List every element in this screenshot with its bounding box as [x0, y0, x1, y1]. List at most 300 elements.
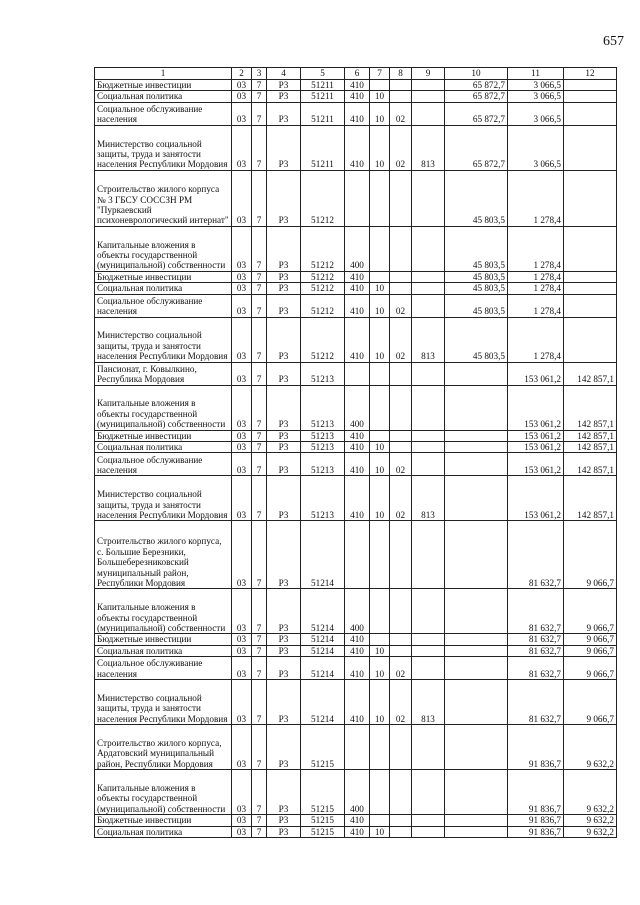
col-3: 7 — [252, 362, 267, 385]
col-8 — [390, 589, 412, 634]
col-6 — [345, 521, 370, 589]
col-12-amount: 9 632,2 — [564, 826, 617, 837]
col-7 — [370, 770, 390, 815]
col-7: 10 — [370, 645, 390, 656]
column-header: 5 — [301, 68, 345, 80]
table-row — [95, 317, 617, 362]
row-name: Капитальные вложения в объекты государственной (муниципальной) собственности — [95, 385, 232, 430]
col-3: 7 — [252, 283, 267, 294]
col-9 — [412, 294, 445, 317]
col-7: 10 — [370, 102, 390, 125]
col-5: 51211 — [301, 125, 345, 170]
col-8: 02 — [390, 476, 412, 521]
col-9 — [412, 826, 445, 837]
col-11-amount: 153 061,2 — [508, 453, 564, 476]
col-11-amount: 91 836,7 — [508, 815, 564, 826]
col-2: 03 — [232, 317, 252, 362]
col-2: 03 — [232, 271, 252, 282]
col-10-amount — [445, 362, 508, 385]
col-12-amount: 142 857,1 — [564, 476, 617, 521]
col-4: Р3 — [267, 826, 301, 837]
row-name: Строительство жилого корпуса, с. Большие Березники, Большеберезниковский муниципальный район, Республики Мордовия — [95, 521, 232, 589]
page-number: 657 — [603, 34, 624, 49]
col-7: 10 — [370, 453, 390, 476]
col-2: 03 — [232, 657, 252, 680]
col-2: 03 — [232, 294, 252, 317]
col-3: 7 — [252, 170, 267, 226]
col-9 — [412, 283, 445, 294]
col-7 — [370, 521, 390, 589]
row-name: Социальное обслуживание населения — [95, 102, 232, 125]
col-3: 7 — [252, 385, 267, 430]
table-row — [95, 102, 617, 125]
col-12-amount: 9 066,7 — [564, 634, 617, 645]
col-2: 03 — [232, 815, 252, 826]
col-3: 7 — [252, 317, 267, 362]
col-2: 03 — [232, 442, 252, 453]
col-9 — [412, 226, 445, 271]
col-7 — [370, 815, 390, 826]
col-5: 51212 — [301, 271, 345, 282]
col-9 — [412, 725, 445, 770]
col-5: 51211 — [301, 80, 345, 91]
col-2: 03 — [232, 826, 252, 837]
col-4: Р3 — [267, 91, 301, 102]
col-11-amount: 3 066,5 — [508, 80, 564, 91]
column-header: 11 — [508, 68, 564, 80]
col-2: 03 — [232, 453, 252, 476]
table-row — [95, 770, 617, 815]
col-11-amount: 1 278,4 — [508, 226, 564, 271]
col-11-amount: 81 632,7 — [508, 680, 564, 725]
col-7: 10 — [370, 317, 390, 362]
col-3: 7 — [252, 453, 267, 476]
col-6: 400 — [345, 589, 370, 634]
col-6 — [345, 170, 370, 226]
col-8: 02 — [390, 317, 412, 362]
col-8 — [390, 826, 412, 837]
col-4: Р3 — [267, 634, 301, 645]
col-2: 03 — [232, 362, 252, 385]
col-3: 7 — [252, 634, 267, 645]
col-5: 51214 — [301, 589, 345, 634]
col-4: Р3 — [267, 476, 301, 521]
col-7 — [370, 634, 390, 645]
col-2: 03 — [232, 725, 252, 770]
col-10-amount: 45 803,5 — [445, 170, 508, 226]
row-name: Социальное обслуживание населения — [95, 657, 232, 680]
table-row — [95, 657, 617, 680]
col-7: 10 — [370, 91, 390, 102]
col-12-amount — [564, 294, 617, 317]
row-name: Министерство социальной защиты, труда и занятости населения Республики Мордовия — [95, 125, 232, 170]
col-3: 7 — [252, 589, 267, 634]
col-2: 03 — [232, 102, 252, 125]
col-6: 410 — [345, 657, 370, 680]
col-2: 03 — [232, 80, 252, 91]
col-11-amount: 81 632,7 — [508, 634, 564, 645]
col-2: 03 — [232, 170, 252, 226]
col-12-amount: 142 857,1 — [564, 385, 617, 430]
col-12-amount — [564, 226, 617, 271]
row-name: Капитальные вложения в объекты государственной (муниципальной) собственности — [95, 770, 232, 815]
table-header-row — [95, 68, 617, 80]
col-11-amount: 1 278,4 — [508, 283, 564, 294]
row-name: Социальная политика — [95, 442, 232, 453]
col-7 — [370, 170, 390, 226]
col-11-amount: 1 278,4 — [508, 271, 564, 282]
row-name: Социальное обслуживание населения — [95, 294, 232, 317]
col-2: 03 — [232, 91, 252, 102]
table-row — [95, 826, 617, 837]
col-9 — [412, 170, 445, 226]
col-10-amount — [445, 815, 508, 826]
col-5: 51214 — [301, 657, 345, 680]
col-7: 10 — [370, 680, 390, 725]
row-name: Социальная политика — [95, 91, 232, 102]
col-3: 7 — [252, 680, 267, 725]
col-6: 410 — [345, 317, 370, 362]
col-4: Р3 — [267, 170, 301, 226]
col-8 — [390, 271, 412, 282]
col-2: 03 — [232, 770, 252, 815]
table-row — [95, 226, 617, 271]
col-12-amount: 9 632,2 — [564, 725, 617, 770]
table-row — [95, 634, 617, 645]
table-row — [95, 430, 617, 441]
col-11-amount: 1 278,4 — [508, 170, 564, 226]
col-3: 7 — [252, 294, 267, 317]
col-4: Р3 — [267, 283, 301, 294]
table-row — [95, 362, 617, 385]
col-9 — [412, 645, 445, 656]
col-5: 51213 — [301, 476, 345, 521]
row-name: Строительство жилого корпуса № 3 ГБСУ СОССЗН РМ "Пуркаевский психоневрологический интернат" — [95, 170, 232, 226]
col-9 — [412, 815, 445, 826]
col-6 — [345, 725, 370, 770]
column-header: 6 — [345, 68, 370, 80]
col-6: 410 — [345, 294, 370, 317]
col-12-amount — [564, 317, 617, 362]
col-2: 03 — [232, 283, 252, 294]
col-3: 7 — [252, 442, 267, 453]
table-row — [95, 521, 617, 589]
col-7 — [370, 271, 390, 282]
row-name: Социальная политика — [95, 826, 232, 837]
column-header: 7 — [370, 68, 390, 80]
col-9: 813 — [412, 680, 445, 725]
col-2: 03 — [232, 385, 252, 430]
col-10-amount: 45 803,5 — [445, 226, 508, 271]
col-4: Р3 — [267, 271, 301, 282]
table-row — [95, 680, 617, 725]
col-4: Р3 — [267, 645, 301, 656]
col-11-amount: 1 278,4 — [508, 294, 564, 317]
col-12-amount: 9 066,7 — [564, 680, 617, 725]
row-name: Бюджетные инвестиции — [95, 271, 232, 282]
table-row — [95, 80, 617, 91]
col-6: 400 — [345, 385, 370, 430]
row-name: Строительство жилого корпуса, Ардатовский муниципальный район, Республики Мордовия — [95, 725, 232, 770]
col-9 — [412, 430, 445, 441]
col-3: 7 — [252, 430, 267, 441]
budget-table — [94, 67, 617, 838]
col-8 — [390, 91, 412, 102]
col-6: 410 — [345, 80, 370, 91]
col-5: 51211 — [301, 102, 345, 125]
col-3: 7 — [252, 91, 267, 102]
table-row — [95, 385, 617, 430]
col-8 — [390, 725, 412, 770]
col-12-amount: 9 066,7 — [564, 645, 617, 656]
table-row — [95, 645, 617, 656]
col-10-amount: 45 803,5 — [445, 283, 508, 294]
col-6: 410 — [345, 476, 370, 521]
col-12-amount: 9 066,7 — [564, 521, 617, 589]
col-6: 410 — [345, 271, 370, 282]
col-9 — [412, 102, 445, 125]
row-name: Социальное обслуживание населения — [95, 453, 232, 476]
col-4: Р3 — [267, 725, 301, 770]
col-6: 410 — [345, 680, 370, 725]
col-7: 10 — [370, 476, 390, 521]
col-11-amount: 153 061,2 — [508, 476, 564, 521]
col-10-amount: 65 872,7 — [445, 80, 508, 91]
row-name: Министерство социальной защиты, труда и занятости населения Республики Мордовия — [95, 317, 232, 362]
table-row — [95, 91, 617, 102]
row-name: Капитальные вложения в объекты государственной (муниципальной) собственности — [95, 589, 232, 634]
col-2: 03 — [232, 589, 252, 634]
row-name: Бюджетные инвестиции — [95, 815, 232, 826]
col-11-amount: 3 066,5 — [508, 91, 564, 102]
col-10-amount: 45 803,5 — [445, 294, 508, 317]
col-11-amount: 153 061,2 — [508, 362, 564, 385]
col-9 — [412, 80, 445, 91]
col-8: 02 — [390, 294, 412, 317]
col-10-amount: 45 803,5 — [445, 317, 508, 362]
col-9: 813 — [412, 317, 445, 362]
col-5: 51213 — [301, 442, 345, 453]
col-6: 410 — [345, 453, 370, 476]
row-name: Социальная политика — [95, 283, 232, 294]
col-3: 7 — [252, 645, 267, 656]
col-8 — [390, 521, 412, 589]
col-7 — [370, 80, 390, 91]
col-3: 7 — [252, 80, 267, 91]
table-body — [95, 80, 617, 838]
col-10-amount — [445, 442, 508, 453]
col-9 — [412, 271, 445, 282]
column-header: 12 — [564, 68, 617, 80]
col-3: 7 — [252, 770, 267, 815]
col-5: 51213 — [301, 362, 345, 385]
col-8 — [390, 442, 412, 453]
col-7 — [370, 589, 390, 634]
col-10-amount: 65 872,7 — [445, 91, 508, 102]
col-4: Р3 — [267, 815, 301, 826]
column-header: 8 — [390, 68, 412, 80]
col-8 — [390, 770, 412, 815]
col-7: 10 — [370, 125, 390, 170]
col-9: 813 — [412, 476, 445, 521]
col-6: 410 — [345, 442, 370, 453]
col-2: 03 — [232, 680, 252, 725]
col-7: 10 — [370, 283, 390, 294]
col-6: 410 — [345, 826, 370, 837]
column-header: 9 — [412, 68, 445, 80]
col-8 — [390, 815, 412, 826]
col-12-amount — [564, 91, 617, 102]
col-7: 10 — [370, 826, 390, 837]
col-10-amount — [445, 645, 508, 656]
col-10-amount — [445, 521, 508, 589]
col-12-amount: 9 632,2 — [564, 770, 617, 815]
col-5: 51215 — [301, 770, 345, 815]
table-row — [95, 294, 617, 317]
col-4: Р3 — [267, 453, 301, 476]
col-3: 7 — [252, 226, 267, 271]
col-10-amount — [445, 657, 508, 680]
col-6: 400 — [345, 770, 370, 815]
col-10-amount — [445, 770, 508, 815]
col-11-amount: 81 632,7 — [508, 657, 564, 680]
col-3: 7 — [252, 826, 267, 837]
col-5: 51212 — [301, 170, 345, 226]
col-10-amount — [445, 453, 508, 476]
row-name: Министерство социальной защиты, труда и занятости населения Республики Мордовия — [95, 680, 232, 725]
col-11-amount: 3 066,5 — [508, 102, 564, 125]
col-11-amount: 153 061,2 — [508, 442, 564, 453]
col-4: Р3 — [267, 657, 301, 680]
column-header: 4 — [267, 68, 301, 80]
col-6 — [345, 362, 370, 385]
col-8: 02 — [390, 453, 412, 476]
col-3: 7 — [252, 271, 267, 282]
col-5: 51214 — [301, 680, 345, 725]
col-3: 7 — [252, 657, 267, 680]
col-5: 51215 — [301, 815, 345, 826]
col-11-amount: 91 836,7 — [508, 826, 564, 837]
col-10-amount — [445, 826, 508, 837]
col-3: 7 — [252, 815, 267, 826]
row-name: Капитальные вложения в объекты государственной (муниципальной) собственности — [95, 226, 232, 271]
col-11-amount: 81 632,7 — [508, 589, 564, 634]
col-5: 51214 — [301, 645, 345, 656]
col-7: 10 — [370, 657, 390, 680]
col-10-amount — [445, 634, 508, 645]
col-6: 410 — [345, 430, 370, 441]
col-7 — [370, 226, 390, 271]
col-8: 02 — [390, 657, 412, 680]
col-7: 10 — [370, 442, 390, 453]
row-name: Бюджетные инвестиции — [95, 430, 232, 441]
table-row — [95, 442, 617, 453]
col-4: Р3 — [267, 521, 301, 589]
col-8 — [390, 80, 412, 91]
col-6: 410 — [345, 125, 370, 170]
col-2: 03 — [232, 226, 252, 271]
col-7 — [370, 725, 390, 770]
table-row — [95, 476, 617, 521]
col-11-amount: 153 061,2 — [508, 430, 564, 441]
col-6: 410 — [345, 102, 370, 125]
col-4: Р3 — [267, 430, 301, 441]
col-5: 51212 — [301, 226, 345, 271]
col-12-amount: 142 857,1 — [564, 453, 617, 476]
col-2: 03 — [232, 125, 252, 170]
col-6: 400 — [345, 226, 370, 271]
col-10-amount: 65 872,7 — [445, 125, 508, 170]
col-9 — [412, 770, 445, 815]
col-8 — [390, 634, 412, 645]
col-9 — [412, 442, 445, 453]
col-12-amount — [564, 170, 617, 226]
column-header: 1 — [95, 68, 232, 80]
col-10-amount: 45 803,5 — [445, 271, 508, 282]
col-5: 51213 — [301, 430, 345, 441]
col-11-amount: 81 632,7 — [508, 521, 564, 589]
col-5: 51214 — [301, 521, 345, 589]
col-4: Р3 — [267, 226, 301, 271]
col-3: 7 — [252, 125, 267, 170]
col-8 — [390, 385, 412, 430]
col-4: Р3 — [267, 102, 301, 125]
col-5: 51215 — [301, 725, 345, 770]
col-9 — [412, 589, 445, 634]
col-11-amount: 3 066,5 — [508, 125, 564, 170]
col-12-amount: 9 066,7 — [564, 589, 617, 634]
col-9 — [412, 91, 445, 102]
col-4: Р3 — [267, 362, 301, 385]
col-7 — [370, 385, 390, 430]
col-11-amount: 91 836,7 — [508, 770, 564, 815]
col-2: 03 — [232, 476, 252, 521]
row-name: Бюджетные инвестиции — [95, 80, 232, 91]
col-12-amount — [564, 80, 617, 91]
col-3: 7 — [252, 725, 267, 770]
col-3: 7 — [252, 521, 267, 589]
col-4: Р3 — [267, 589, 301, 634]
col-5: 51212 — [301, 317, 345, 362]
col-10-amount: 65 872,7 — [445, 102, 508, 125]
table-row — [95, 283, 617, 294]
col-8 — [390, 362, 412, 385]
col-6: 410 — [345, 815, 370, 826]
row-name: Министерство социальной защиты, труда и занятости населения Республики Мордовия — [95, 476, 232, 521]
col-7 — [370, 362, 390, 385]
table-row — [95, 589, 617, 634]
col-2: 03 — [232, 521, 252, 589]
col-9 — [412, 657, 445, 680]
col-4: Р3 — [267, 125, 301, 170]
col-10-amount — [445, 725, 508, 770]
col-10-amount — [445, 385, 508, 430]
col-2: 03 — [232, 634, 252, 645]
col-6: 410 — [345, 634, 370, 645]
col-12-amount: 9 066,7 — [564, 657, 617, 680]
col-4: Р3 — [267, 770, 301, 815]
col-5: 51213 — [301, 453, 345, 476]
col-8: 02 — [390, 680, 412, 725]
col-10-amount — [445, 430, 508, 441]
col-12-amount — [564, 283, 617, 294]
row-name: Социальная политика — [95, 645, 232, 656]
col-11-amount: 1 278,4 — [508, 317, 564, 362]
row-name: Бюджетные инвестиции — [95, 634, 232, 645]
col-6: 410 — [345, 283, 370, 294]
col-2: 03 — [232, 430, 252, 441]
column-header: 2 — [232, 68, 252, 80]
